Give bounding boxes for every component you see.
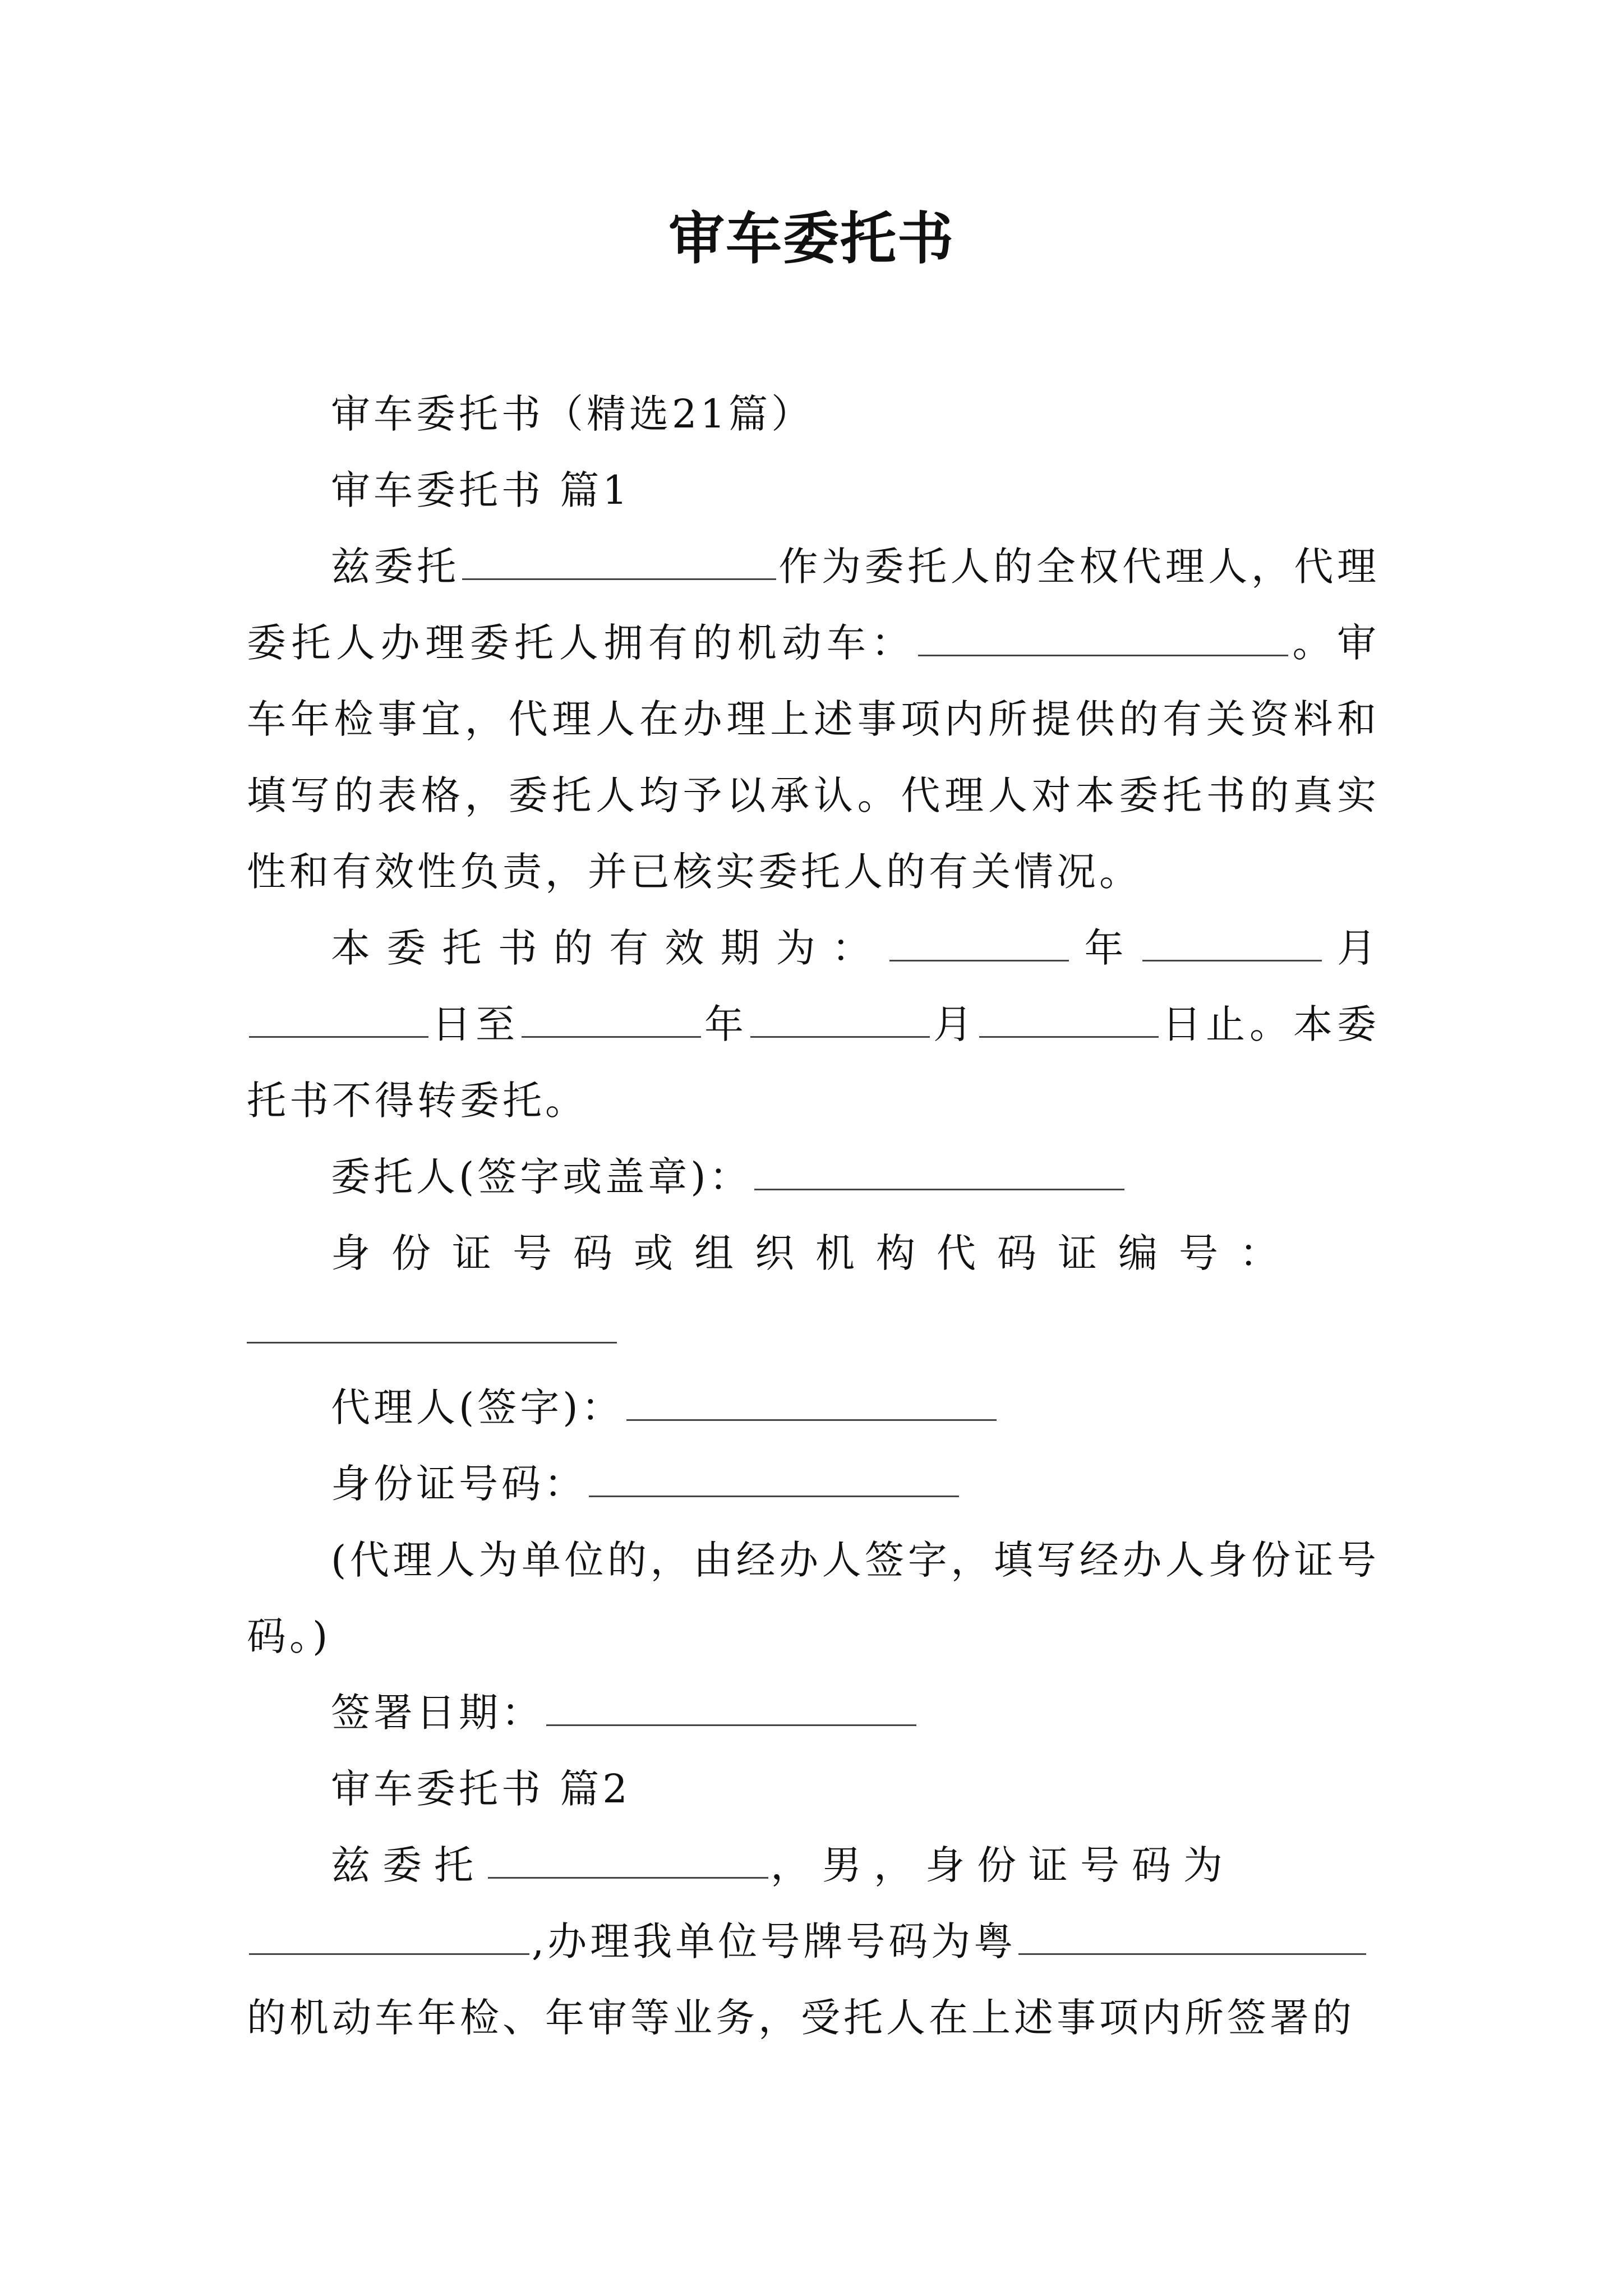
text: 日至: [431, 1001, 519, 1047]
sign-date-label: 签署日期：: [331, 1690, 544, 1736]
text: 月: [932, 1001, 977, 1047]
id-org-blank: [247, 1291, 617, 1343]
section-2-paragraph-1-cont: [247, 1903, 1380, 1980]
text: 。审车年检事宜，代理人在办理上述事项内所提供的有关资料和填写的表格，委托人均予以承认。代理人对本委托书的真实性和有效性负责，并已核实委托人的有关情况。: [247, 620, 1380, 895]
text: 兹委托: [331, 1842, 486, 1888]
principal-label: 委托人(签字或盖章)：: [331, 1154, 752, 1200]
id-number-blank: [589, 1461, 959, 1497]
end-month-blank: [750, 1001, 930, 1038]
entrusted-id-blank: [249, 1918, 529, 1955]
entrusted-name-blank: [488, 1842, 768, 1879]
text: 作为委托人的全权代理人，代理委托人办理委托人拥有的机动车：: [247, 544, 1380, 666]
text: 月: [1324, 925, 1380, 971]
text: 本委托书的有效期为：: [331, 925, 888, 971]
section-2-paragraph-1-end: 的机动车年检、年审等业务，受托人在上述事项内所签署的: [247, 1995, 1355, 2041]
vehicle-blank: [918, 620, 1288, 656]
sign-date-line: [247, 1674, 1380, 1751]
sign-date-blank: [546, 1690, 916, 1726]
doc-heading: 审车委托书（精选21篇）: [331, 391, 814, 437]
agent-name-blank: [462, 544, 776, 580]
text: 年: [703, 1001, 748, 1047]
page-title: 审车委托书: [668, 205, 955, 272]
id-label: 身份证号码：: [331, 1461, 587, 1507]
validity-paragraph: [247, 910, 1380, 1139]
text: ,办理我单位号牌号码为粤: [532, 1918, 1017, 1964]
text: 日止。本委托书不得转委托。: [247, 1001, 1380, 1124]
end-day-blank: [979, 1001, 1159, 1038]
start-year-blank: [889, 925, 1069, 961]
note-paragraph: (代理人为单位的，由经办人签字，填写经办人身份证号码。): [247, 1537, 1380, 1659]
id-org-line: 身份证号码或组织机构代码证编号：: [331, 1230, 1300, 1276]
agent-label: 代理人(签字)：: [331, 1384, 624, 1430]
section-2-paragraph-1: [247, 1827, 1380, 1903]
document-body: [247, 376, 1380, 2056]
section-1-title: 审车委托书 篇1: [331, 467, 631, 513]
section-2-title: 审车委托书 篇2: [331, 1766, 631, 1812]
agent-signature-blank: [626, 1384, 997, 1421]
plate-number-blank: [1018, 1918, 1366, 1955]
principal-signature-blank: [754, 1154, 1124, 1190]
start-month-blank: [1142, 925, 1322, 961]
text: ，男，身份证号码为: [771, 1842, 1235, 1888]
agent-line: [247, 1369, 1380, 1446]
text: 兹委托: [331, 544, 460, 590]
end-year-blank: [522, 1001, 701, 1038]
section-1-paragraph-1: [247, 528, 1380, 910]
principal-line: [247, 1139, 1380, 1215]
text: 年: [1071, 925, 1140, 971]
id-number-line: [247, 1446, 1380, 1522]
start-day-blank: [249, 1001, 428, 1038]
